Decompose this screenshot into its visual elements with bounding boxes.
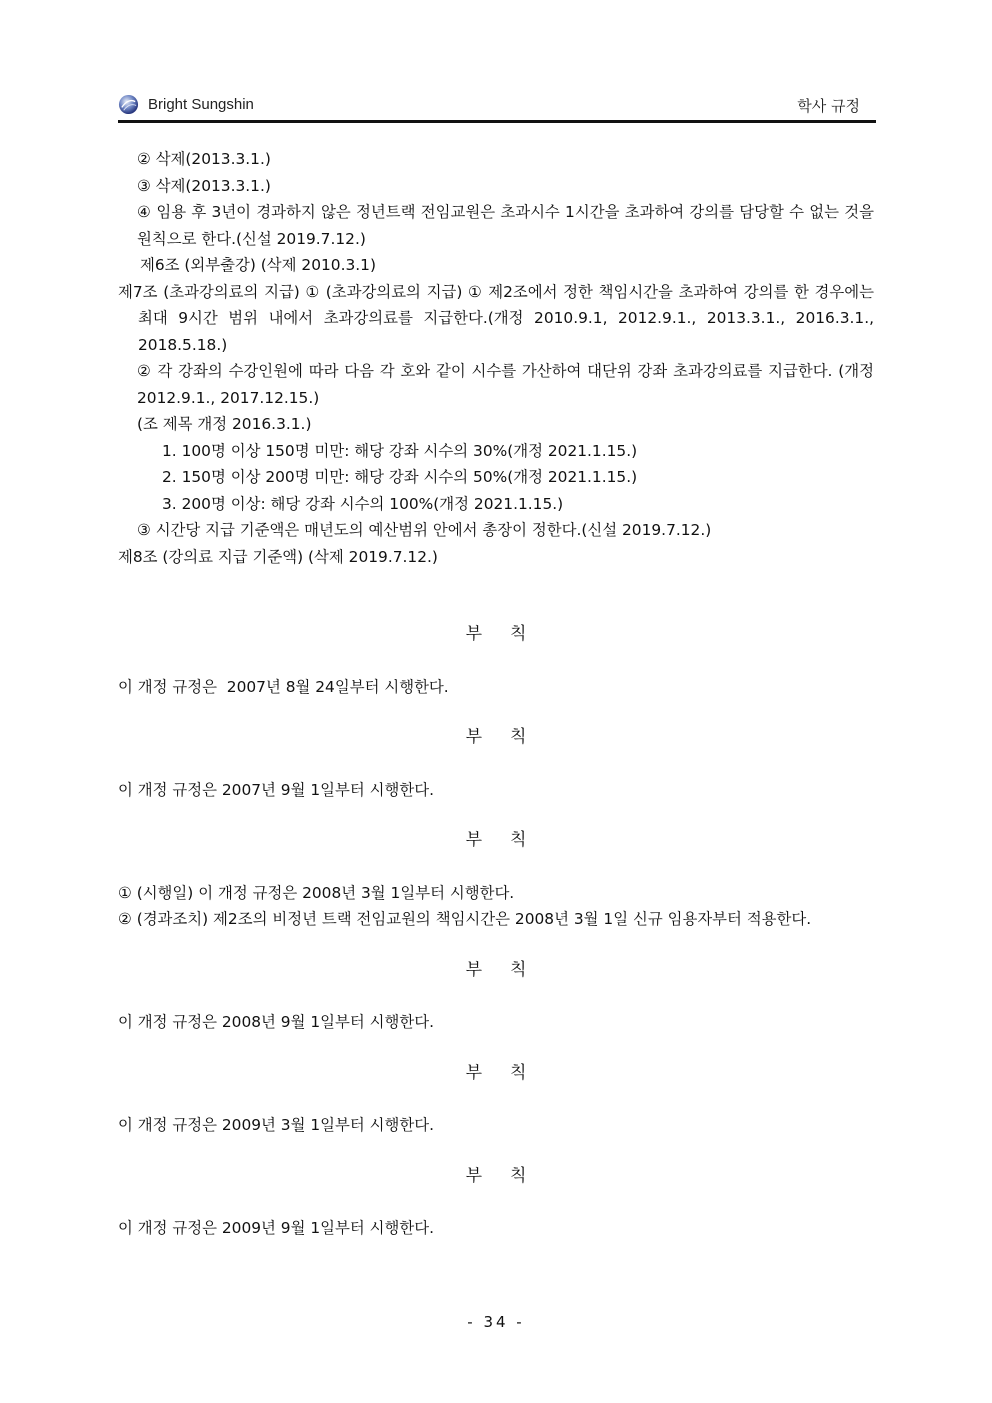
- article-7-title-note: (조 제목 개정 2016.3.1.): [137, 415, 312, 433]
- addendum-heading: 부칙: [465, 959, 555, 980]
- addendum-text: 이 개정 규정은 2007년 9월 1일부터 시행한다.: [118, 780, 435, 799]
- clause-3-deleted: ③ 삭제(2013.3.1.): [137, 176, 271, 195]
- article-6: 제6조 (외부출강) (삭제 2010.3.1): [140, 256, 376, 274]
- addendum-text: 이 개정 규정은 2009년 9월 1일부터 시행한다.: [118, 1219, 435, 1237]
- addendum-text: 이 개정 규정은 2009년 3월 1일부터 시행한다.: [118, 1116, 435, 1134]
- article-7-clause-2: ② 각 강좌의 수강인원에 따라 다음 각 호와 같이 시수를 가산하여 대단위 강좌 초과강의료를 지급한다. (개정 2012.9.1., 2017.12.15.): [137, 362, 874, 407]
- addendum-heading: 부칙: [465, 1165, 555, 1186]
- article-7-clause-3: ③ 시간당 지급 기준액은 매년도의 예산범위 안에서 총장이 정한다.(신설 2019.7.12.): [137, 521, 712, 539]
- addendum-heading: 부칙: [465, 830, 555, 850]
- article-7-item-2: 2. 150명 이상 200명 미만: 해당 강좌 시수의 50%(개정 2021.1.15.): [162, 468, 638, 486]
- addendum-text: ② (경과조치) 제2조의 비정년 트랙 전임교원의 책임시간은 2008년 3월 1일 신규 임용자부터 적용한다.: [118, 910, 812, 928]
- addendum-heading: 부칙: [465, 727, 555, 747]
- addendum-heading: 부칙: [465, 1062, 555, 1083]
- clause-2-deleted: ② 삭제(2013.3.1.): [137, 150, 271, 168]
- document-title: 학사 규정: [797, 97, 860, 115]
- article-8: 제8조 (강의료 지급 기준액) (삭제 2019.7.12.): [118, 547, 438, 566]
- article-7: 제7조 (초과강의료의 지급) ① (초과강의료의 지급) ① 제2조에서 정한 책임시간을 초과하여 강의를 한 경우에는 최대 9시간 범위 내에서 초과강의료를 지급한다.(개정 2010.9.1, 2012.9.1., 2013.3.1., 2016.3.1., 2018.5.18.): [118, 282, 874, 354]
- document-body: [118, 146, 874, 1242]
- brand-name: Bright Sungshin: [148, 96, 254, 113]
- globe-logo-icon: [118, 94, 139, 115]
- addendum-heading: 부칙: [465, 624, 555, 644]
- addendum-text: 이 개정 규정은 2007년 8월 24일부터 시행한다.: [118, 677, 449, 696]
- clause-4: ④ 임용 후 3년이 경과하지 않은 정년트랙 전임교원은 초과시수 1시간을 초과하여 강의를 담당할 수 없는 것을 원칙으로 한다.(신설 2019.7.12.): [137, 203, 874, 248]
- article-7-item-3: 3. 200명 이상: 해당 강좌 시수의 100%(개정 2021.1.15.): [162, 494, 564, 513]
- article-7-item-1: 1. 100명 이상 150명 미만: 해당 강좌 시수의 30%(개정 2021.1.15.): [162, 441, 638, 460]
- page-number: - 34 -: [467, 1313, 525, 1331]
- header-divider: [118, 120, 876, 123]
- addendum-text: ① (시행일) 이 개정 규정은 2008년 3월 1일부터 시행한다.: [118, 883, 515, 902]
- addendum-text: 이 개정 규정은 2008년 9월 1일부터 시행한다.: [118, 1013, 435, 1031]
- page-header: [118, 92, 876, 120]
